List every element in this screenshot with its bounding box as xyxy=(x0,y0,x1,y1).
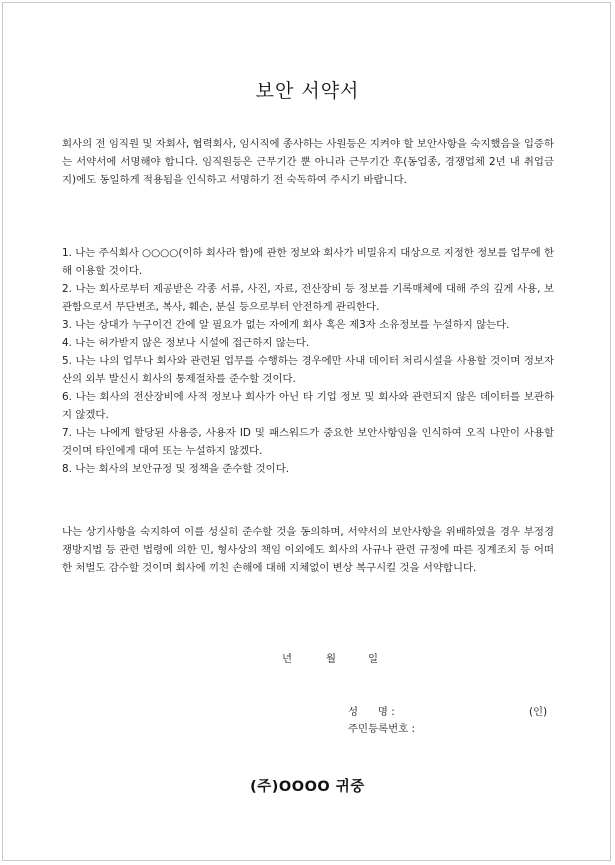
intro-paragraph: 회사의 전 임직원 및 자회사, 협력회사, 임시직에 종사하는 사원등은 지켜야 할 보안사항을 숙지했음을 입증하는 서약서에 서명해야 합니다. 임직원등은 근무기간 뿐 아니라 근무기간 후(동업종, 경쟁업체 2년 내 취업금지)에도 동일하게 적용됨을 인식하고 서명하기 전 숙독하여 주시기 바랍니다. xyxy=(62,138,554,186)
signature-name-label: 성 명 : xyxy=(348,706,395,718)
closing-paragraph: 나는 상기사항을 숙지하여 이를 성실히 준수할 것을 동의하며, 서약서의 보안사항을 위배하였을 경우 부정경쟁방지법 등 관련 법령에 의한 민, 형사상의 책임 이외에도 회사의 사규나 관련 규정에 따른 징계조치 등 어떠한 처벌도 감수할 것이며 회사에 끼친 손해에 대해 지체없이 변상 복구시킬 것을 서약합니다. xyxy=(62,526,554,574)
date-month-label: 월 xyxy=(326,653,337,665)
clause-list xyxy=(62,244,554,478)
date-line xyxy=(282,651,378,667)
clause-item: 5. 나는 나의 업무나 회사와 관련된 업무를 수행하는 경우에만 사내 데이터 처리시설을 사용할 것이며 정보자산의 외부 발신시 회사의 통제절차를 준수할 것이다. xyxy=(62,355,554,385)
document-title: 보안 서약서 xyxy=(255,80,360,102)
signature-id-label: 주민등록번호 : xyxy=(348,723,416,735)
signature-seal-label: (인) xyxy=(529,706,548,718)
date-year-label: 년 xyxy=(282,653,293,665)
company-addressee: (주)OOOO 귀중 xyxy=(250,779,365,795)
clause-item: 3. 나는 상대가 누구이건 간에 알 필요가 없는 자에게 회사 혹은 제3자 소유정보를 누설하지 않는다. xyxy=(62,319,510,331)
clause-item: 8. 나는 회사의 보안규정 및 정책을 준수할 것이다. xyxy=(62,463,290,475)
clause-item: 2. 나는 회사로부터 제공받은 각종 서류, 사진, 자료, 전산장비 등 정보를 기록매체에 대해 주의 깊게 사용, 보관함으로서 무단변조, 복사, 훼손, 분실 등으로부터 안전하게 관리한다. xyxy=(62,283,554,313)
clause-item: 4. 나는 허가받지 않은 정보나 시설에 접근하지 않는다. xyxy=(62,337,310,349)
clause-item: 6. 나는 회사의 전산장비에 사적 정보나 회사가 아닌 타 기업 정보 및 회사와 관련되지 않은 데이터를 보관하지 않겠다. xyxy=(62,391,554,421)
clause-item: 7. 나는 나에게 할당된 사용증, 사용자 ID 및 패스워드가 중요한 보안사항임을 인식하여 오직 나만이 사용할 것이며 타인에게 대여 또는 누설하지 않겠다. xyxy=(62,427,554,457)
date-day-label: 일 xyxy=(368,653,379,665)
clause-item: 1. 나는 주식회사 ○○○○(이하 회사라 함)에 관한 정보와 회사가 비밀유지 대상으로 지정한 정보를 업무에 한해 이용할 것이다. xyxy=(62,247,554,277)
